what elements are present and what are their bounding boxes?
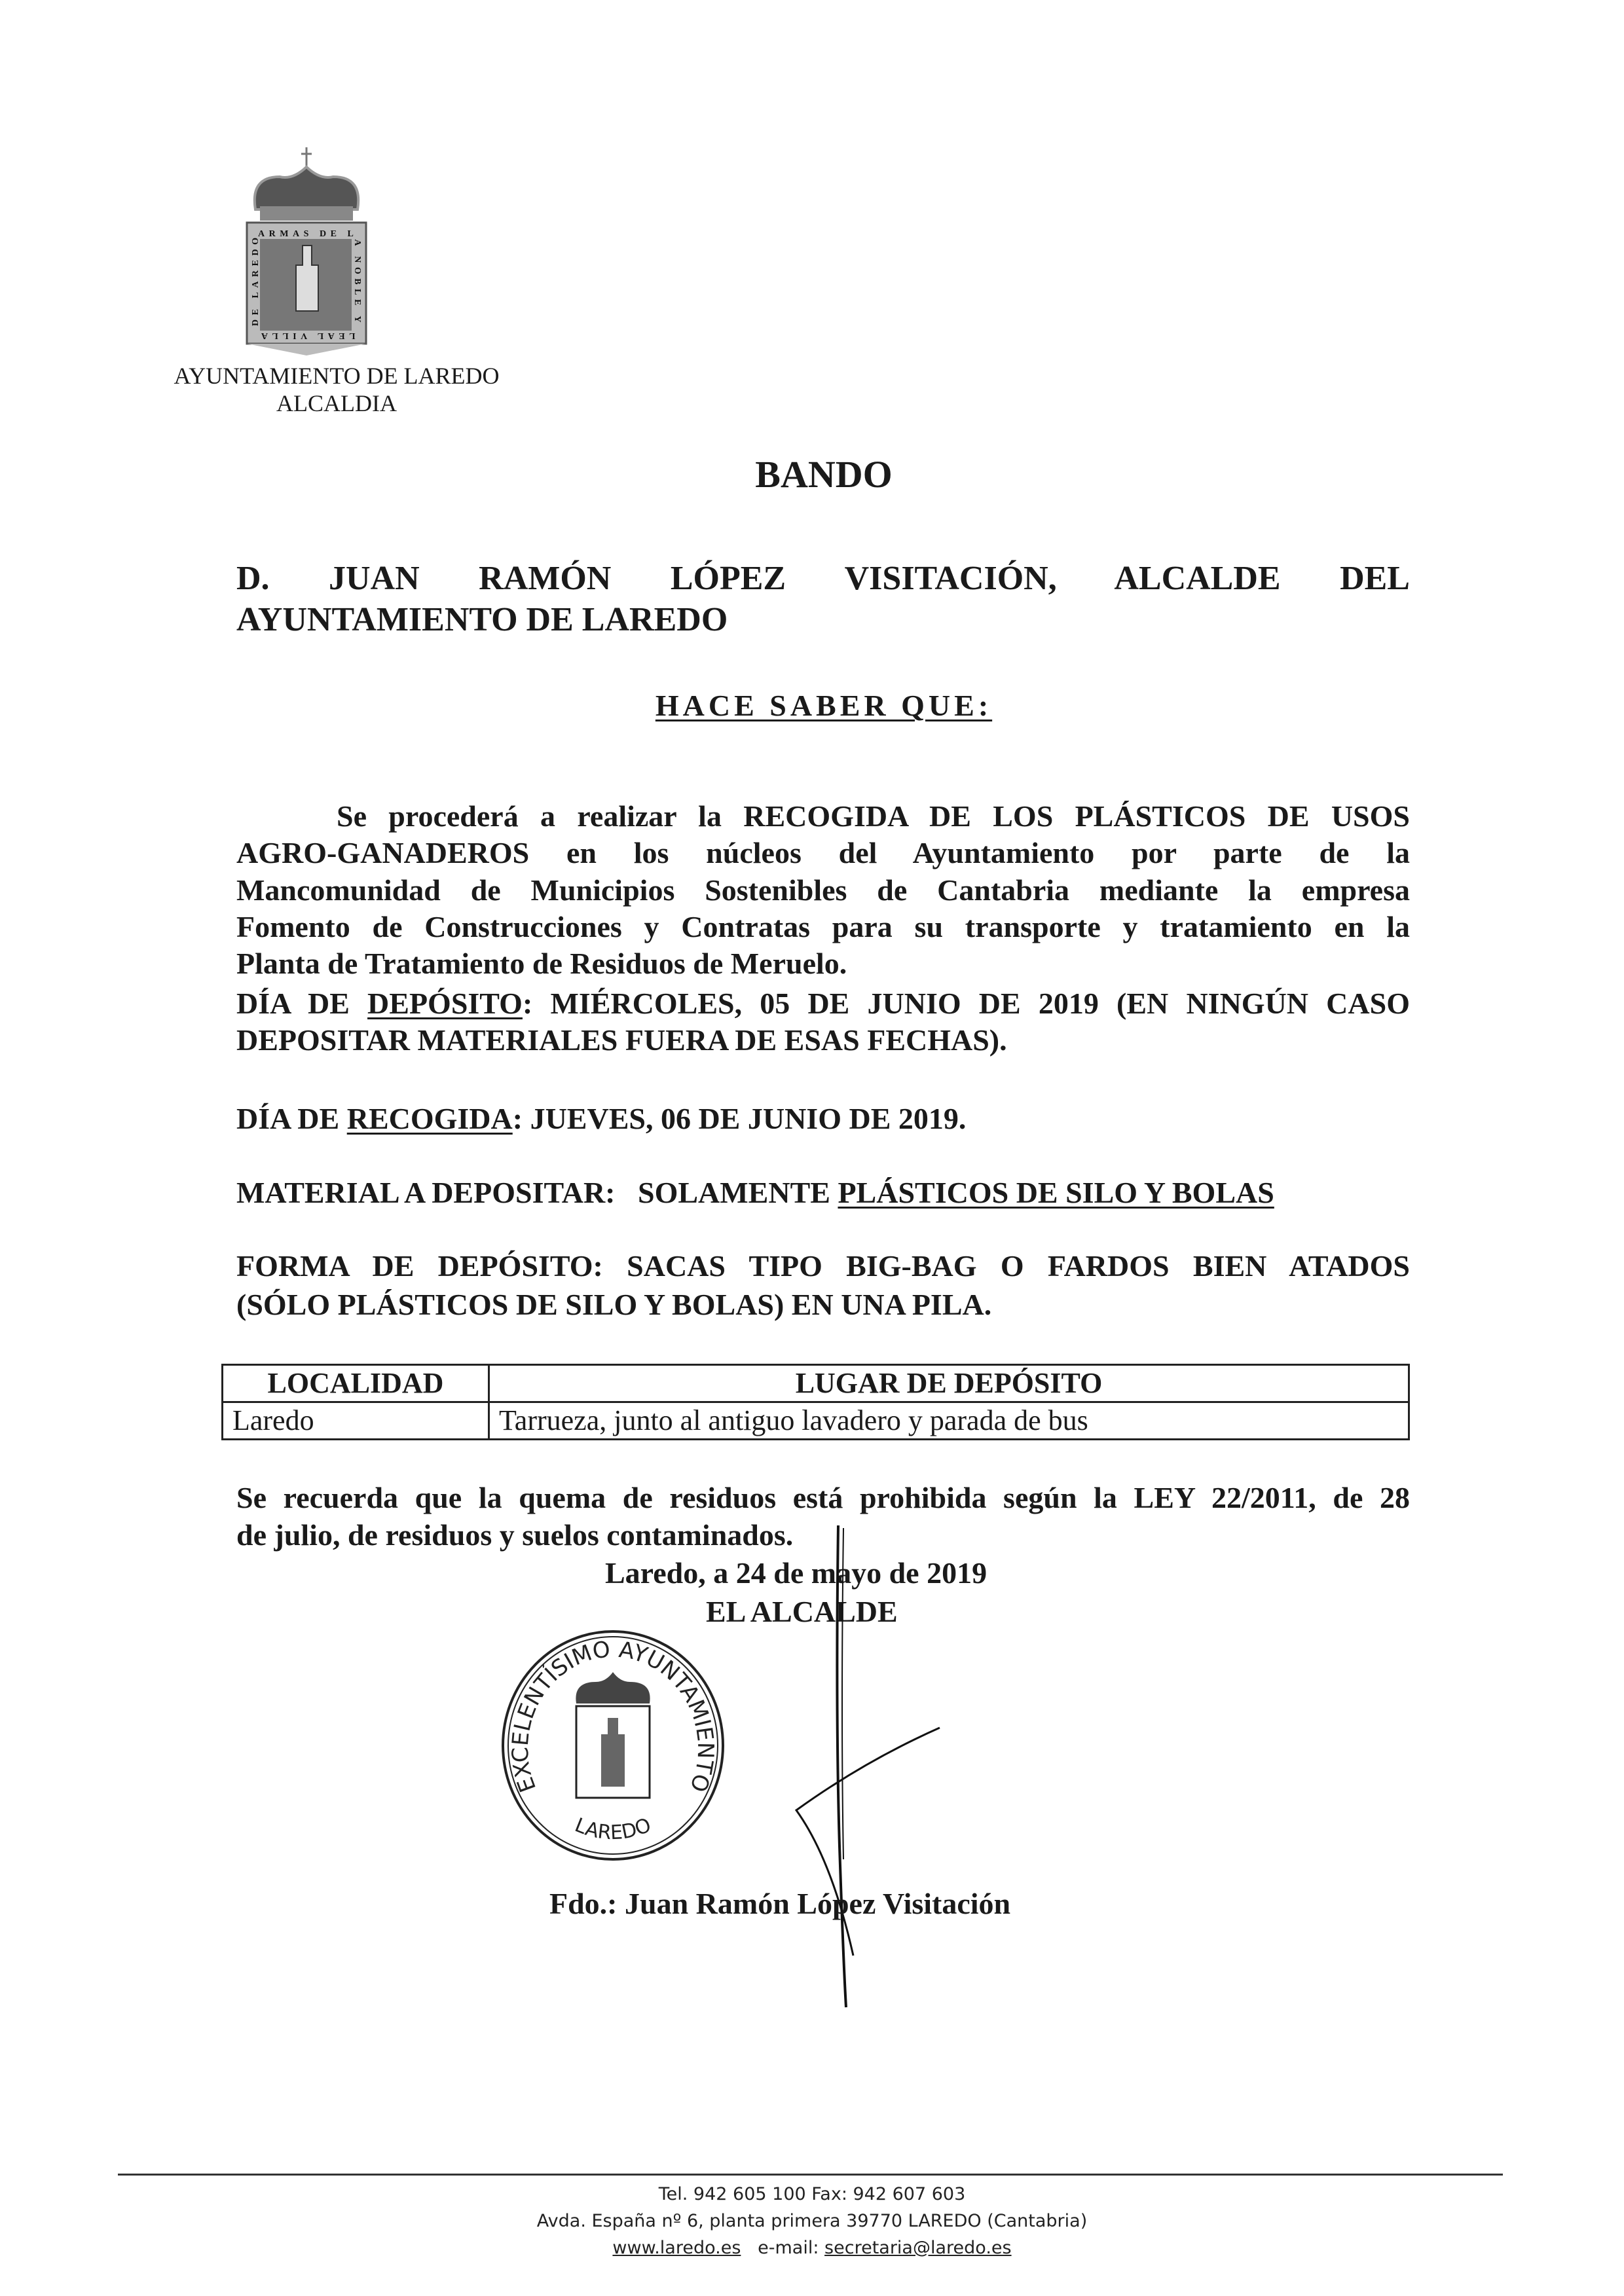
form-line: (SÓLO PLÁSTICOS DE SILO Y BOLAS) EN UNA PILA.: [236, 1288, 992, 1321]
deposit-location-table: [221, 1364, 1410, 1440]
stamp-top-text: EXCELENTÍSIMO AYUNTAMIENTO: [507, 1636, 719, 1796]
website-link[interactable]: www.laredo.es: [612, 2238, 741, 2258]
deposit-date: : MIÉRCOLES, 05 DE JUNIO DE 2019 (EN NINGÚN CASO: [522, 987, 1410, 1020]
intro-line: Se procederá a realizar la RECOGIDA DE LOS PLÁSTICOS DE USOS: [337, 799, 1410, 833]
crest-motto-text: ARMAS DE LA NOBLE Y LEAL VILLA DE LAREDO: [251, 229, 362, 340]
column-header-lugar: LUGAR DE DEPÓSITO: [489, 1365, 1409, 1402]
closing-line: Se recuerda que la quema de residuos está prohibida según la LEY 22/2011, de 28: [236, 1481, 1410, 1514]
email-label: e-mail:: [758, 2238, 819, 2258]
material-line: [236, 1175, 1410, 1211]
document-title: BANDO: [755, 453, 893, 496]
cell-localidad: Laredo: [223, 1402, 489, 1440]
handwritten-signature: [773, 1519, 969, 2016]
hace-saber-text: HACE SABER QUE:: [655, 689, 993, 722]
date-line: Laredo, a 24 de mayo de 2019: [605, 1556, 987, 1590]
footer-address: Avda. España nº 6, planta primera 39770 LAREDO (Cantabria): [536, 2211, 1088, 2231]
collection-date: : JUEVES, 06 DE JUNIO DE 2019.: [512, 1102, 967, 1135]
heading-line: D. JUAN RAMÓN LÓPEZ VISITACIÓN, ALCALDE DEL: [236, 560, 1410, 597]
org-name: AYUNTAMIENTO DE LAREDO: [174, 363, 500, 389]
heading-line: AYUNTAMIENTO DE LAREDO: [236, 601, 728, 638]
footer-phone: Tel. 942 605 100 Fax: 942 607 603: [658, 2184, 966, 2204]
form-line: FORMA DE DEPÓSITO: SACAS TIPO BIG-BAG O FARDOS BIEN ATADOS: [236, 1249, 1410, 1283]
deposit-label: DEPÓSITO: [367, 987, 523, 1020]
material-value: PLÁSTICOS DE SILO Y BOLAS: [838, 1176, 1274, 1209]
email-link[interactable]: secretaria@laredo.es: [824, 2238, 1012, 2258]
intro-line: Planta de Tratamiento de Residuos de Meruelo.: [236, 947, 847, 980]
closing-line: de julio, de residuos y suelos contaminados.: [236, 1518, 794, 1552]
svg-text:LAREDO: [572, 1813, 654, 1844]
deposit-day: [236, 985, 1410, 1022]
signer-title: EL ALCALDE: [706, 1595, 898, 1628]
laredo-crest-logo: [244, 147, 369, 357]
footer-contact: [0, 2235, 1624, 2261]
deposit-prefix: DÍA DE: [236, 987, 368, 1020]
collection-prefix: DÍA DE: [236, 1102, 347, 1135]
dept-name: ALCALDIA: [276, 390, 397, 416]
signed-by: Fdo.: Juan Ramón López Visitación: [549, 1887, 1011, 1920]
material-prefix: MATERIAL A DEPOSITAR: SOLAMENTE: [236, 1176, 838, 1209]
intro-line: Fomento de Construcciones y Contratas para su transporte y tratamiento en la: [236, 910, 1410, 943]
table-row: [223, 1402, 1409, 1440]
cell-lugar: Tarrueza, junto al antiguo lavadero y parada de bus: [489, 1402, 1409, 1440]
deposit-note: DEPOSITAR MATERIALES FUERA DE ESAS FECHAS).: [236, 1023, 1007, 1057]
hace-saber-heading: [562, 687, 1086, 724]
collection-label: RECOGIDA: [346, 1102, 513, 1135]
collection-day: [236, 1101, 1410, 1137]
table-header-row: [223, 1365, 1409, 1402]
column-header-localidad: LOCALIDAD: [223, 1365, 489, 1402]
intro-line: AGRO-GANADEROS en los núcleos del Ayuntamiento por parte de la: [236, 836, 1410, 869]
stamp-bottom-text: LAREDO: [571, 1813, 655, 1845]
footer-divider: [118, 2174, 1503, 2176]
intro-line: Mancomunidad de Municipios Sostenibles de Cantabria mediante la empresa: [236, 873, 1410, 907]
municipal-seal-stamp: [498, 1626, 728, 1865]
